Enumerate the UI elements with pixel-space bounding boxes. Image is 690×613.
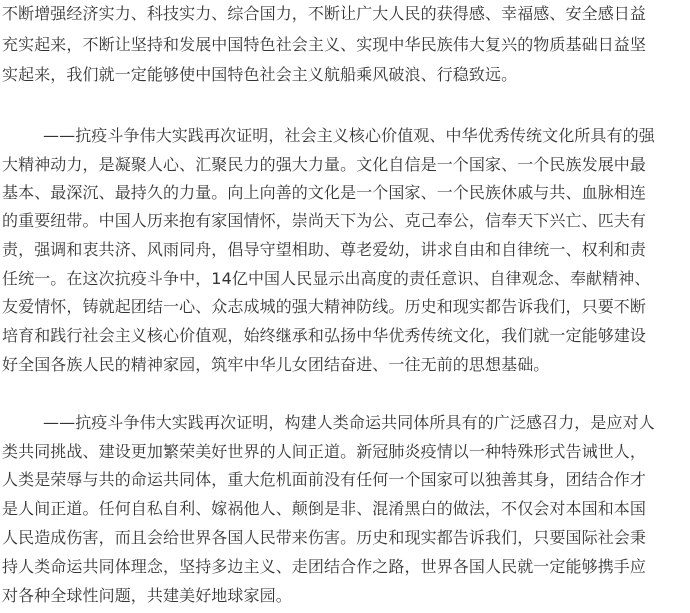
text-line: 的重要纽带。中国人历来抱有家国情怀，崇尚天下为公、克己奉公，信奉天下兴亡、匹夫有: [2, 211, 647, 230]
text-line: 不断增强经济实力、科技实力、综合国力，不断让广大人民的获得感、幸福感、安全感日益: [2, 4, 647, 23]
text-line: ——抗疫斗争伟大实践再次证明，构建人类命运共同体所具有的广泛感召力，是应对人: [43, 413, 655, 432]
text-line: 基本、最深沉、最持久的力量。向上向善的文化是一个国家、一个民族休戚与共、血脉相连: [2, 183, 647, 202]
text-line: 友爱情怀，铸就起团结一心、众志成城的强大精神防线。历史和现实都告诉我们，只要不断: [2, 297, 647, 316]
text-line: 持人类命运共同体理念，坚持多边主义、走团结合作之路，世界各国人民就一定能够携手应: [2, 557, 647, 576]
text-line: 好全国各族人民的精神家园，筑牢中华儿女团结奋进、一往无前的思想基础。: [2, 355, 550, 374]
text-line: 责，强调和衷共济、风雨同舟，倡导守望相助、尊老爱幼，讲求自由和自律统一、权利和责: [2, 240, 647, 259]
text-line: 培育和践行社会主义核心价值观，始终继承和弘扬中华优秀传统文化，我们就一定能够建设: [2, 326, 647, 345]
text-line: 对各种全球性问题，共建美好地球家园。: [2, 586, 292, 605]
text-line: 类共同挑战、建设更加繁荣美好世界的人间正道。新冠肺炎疫情以一种特殊形式告诫世人，: [2, 442, 647, 461]
text-line: 实起来，我们就一定能够使中国特色社会主义航船乘风破浪、行稳致远。: [2, 65, 518, 84]
text-line: 人类是荣辱与共的命运共同体，重大危机面前没有任何一个国家可以独善其身，团结合作才: [2, 470, 647, 489]
text-line: 人民造成伤害，而且会给世界各国人民带来伤害。历史和现实都告诉我们，只要国际社会秉: [2, 528, 647, 547]
text-line: 充实起来，不断让坚持和发展中国特色社会主义、实现中华民族伟大复兴的物质基础日益坚: [2, 35, 647, 54]
text-line: 大精神动力，是凝聚人心、汇聚民力的强大力量。文化自信是一个国家、一个民族发展中最: [2, 155, 647, 174]
text-line: ——抗疫斗争伟大实践再次证明，社会主义核心价值观、中华优秀传统文化所具有的强: [43, 126, 655, 145]
text-line: 任统一。在这次抗疫斗争中，14亿中国人民显示出高度的责任意识、自律观念、奉献精神、: [2, 269, 651, 288]
text-line: 是人间正道。任何自私自利、嫁祸他人、颠倒是非、混淆黑白的做法，不仅会对本国和本国: [2, 499, 647, 518]
